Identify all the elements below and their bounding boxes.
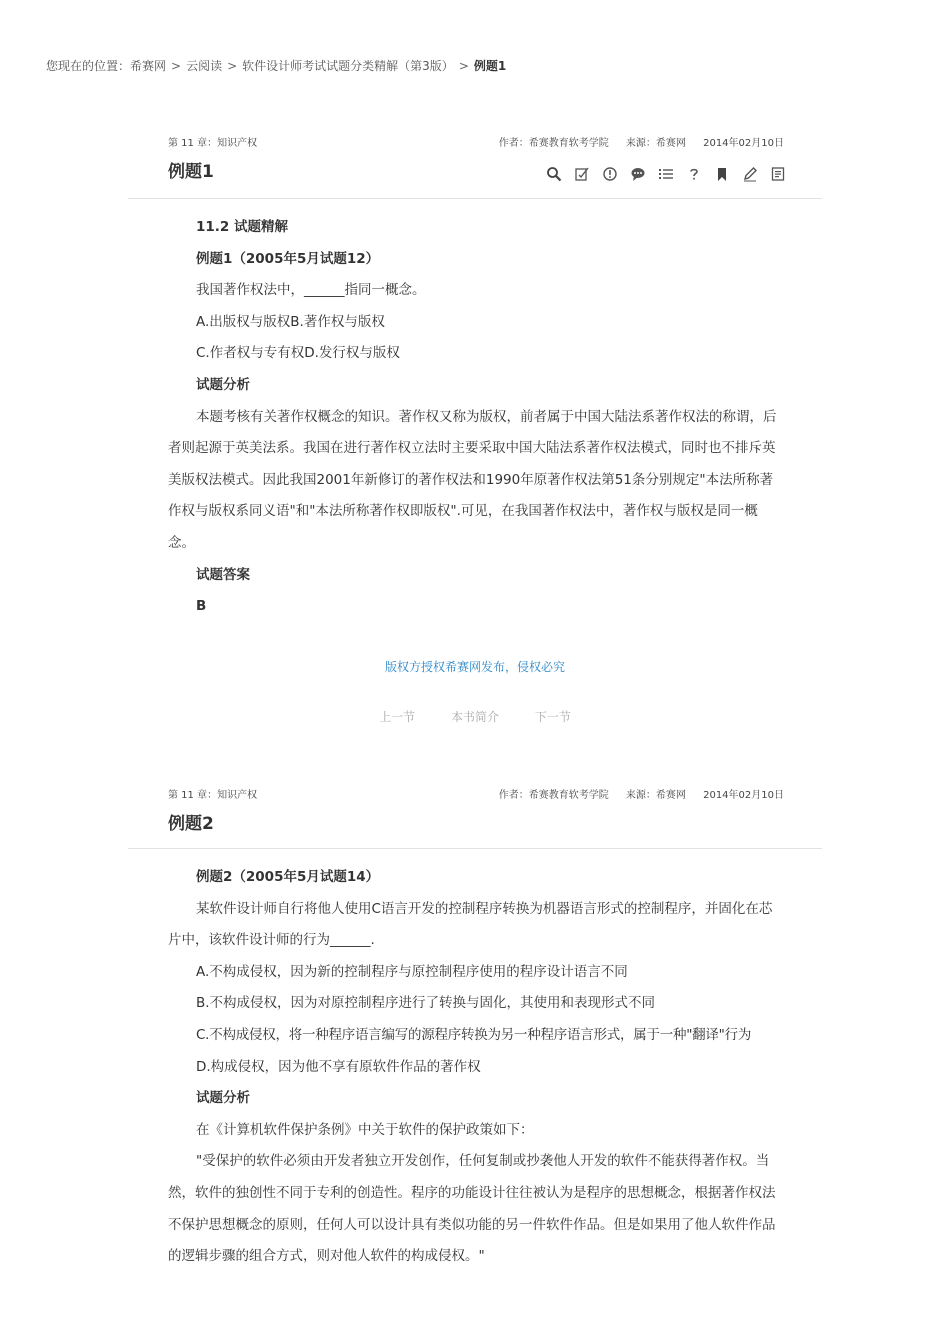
comment-icon[interactable] [628, 164, 648, 184]
article-meta [168, 134, 784, 149]
breadcrumb-separator: > [171, 59, 182, 73]
date-label: 2014年02月10日 [703, 790, 784, 801]
option-cd: C.作者权与专有权D.发行权与版权 [196, 345, 400, 362]
breadcrumb-separator: > [227, 59, 238, 73]
analysis-text: 本题考核有关著作权概念的知识。著作权又称为版权，前者属于中国大陆法系著作权法的称谓，后者则起源于英美法系。我国在进行著作权立法时主要采取中国大陆法系著作权法模式，同时也不排斥英美版权法模式。因此我国2001年新修订的著作权法和1990年原著作权法第51条分别规定"本法所称著作权与版权系同义语"和"本法所称著作权即版权".可见，在我国著作权法中，著作权与版权是同一概念。 [168, 408, 777, 551]
book-intro-link[interactable]: 本书简介 [450, 710, 499, 724]
question-heading: 例题2（2005年5月试题14） [196, 869, 380, 885]
analysis-label: 试题分析 [196, 376, 250, 393]
article-header [168, 786, 784, 834]
source-label: 来源：希赛网 [625, 790, 686, 801]
breadcrumb-link-cloud-reading[interactable]: 云阅读 [186, 59, 223, 73]
option-c: C.不构成侵权，将一种程序语言编写的源程序转换为另一种程序语言形式，属于一种"翻译"行为 [196, 1026, 752, 1043]
search-icon[interactable] [544, 164, 564, 184]
document-icon[interactable] [768, 164, 788, 184]
analysis-label: 试题分析 [196, 1090, 250, 1107]
note-icon[interactable] [572, 164, 592, 184]
date-label: 2014年02月10日 [703, 138, 784, 149]
breadcrumb-separator: > [458, 59, 469, 73]
analysis-intro: 在《计算机软件保护条例》中关于软件的保护政策如下： [196, 1121, 534, 1138]
article-title: 例题1 [168, 162, 214, 182]
option-ab: A.出版权与版权B.著作权与版权 [196, 313, 385, 330]
article-body [168, 862, 784, 1273]
header-divider [128, 198, 822, 199]
breadcrumb-prefix: 您现在的位置： [46, 59, 131, 73]
article-meta [168, 786, 784, 801]
breadcrumb-current: 例题1 [473, 59, 507, 73]
author-label: 作者：希赛教育软考学院 [498, 790, 609, 801]
article-toolbar [544, 164, 796, 184]
question-text: 某软件设计师自行将他人使用C语言开发的控制程序转换为机器语言形式的控制程序，并固化在芯片中，该软件设计师的行为______. [168, 900, 773, 949]
prev-section-link[interactable]: 上一节 [379, 710, 416, 724]
list-icon[interactable] [656, 164, 676, 184]
article-body [168, 212, 784, 623]
answer-text: B [196, 598, 207, 615]
option-a: A.不构成侵权，因为新的控制程序与原控制程序使用的程序设计语言不同 [196, 963, 628, 980]
breadcrumb-link-book[interactable]: 软件设计师考试试题分类精解（第3版） [242, 59, 454, 73]
edit-icon[interactable] [740, 164, 760, 184]
pager [0, 708, 950, 725]
chapter-label: 第 11 章：知识产权 [168, 138, 258, 149]
help-icon[interactable] [684, 164, 704, 184]
section-heading: 11.2 试题精解 [196, 219, 289, 235]
option-d: D.构成侵权，因为他不享有原软件作品的著作权 [196, 1058, 481, 1075]
next-section-link[interactable]: 下一节 [534, 710, 571, 724]
question-text: 我国著作权法中，______指同一概念。 [196, 282, 426, 299]
chapter-label: 第 11 章：知识产权 [168, 790, 258, 801]
author-label: 作者：希赛教育软考学院 [498, 138, 609, 149]
source-label: 来源：希赛网 [625, 138, 686, 149]
breadcrumb-link-xisai[interactable]: 希赛网 [130, 59, 167, 73]
analysis-quote: "受保护的软件必须由开发者独立开发创作，任何复制或抄袭他人开发的软件不能获得著作权。当然，软件的独创性不同于专利的创造性。程序的功能设计往往被认为是程序的思想概念，根据著作权法不保护思想概念的原则，任何人可以设计具有类似功能的另一件软件作品。但是如果用了他人软件作品的逻辑步骤的组合方式，则对他人软件的构成侵权。" [168, 1153, 776, 1265]
copyright-notice: 版权方授权希赛网发布，侵权必究 [384, 660, 565, 674]
error-report-icon[interactable] [600, 164, 620, 184]
answer-label: 试题答案 [196, 566, 250, 583]
option-b: B.不构成侵权，因为对原控制程序进行了转换与固化，其使用和表现形式不同 [196, 995, 656, 1012]
bookmark-icon[interactable] [712, 164, 732, 184]
breadcrumb [46, 57, 506, 74]
header-divider [128, 848, 822, 849]
question-heading: 例题1（2005年5月试题12） [196, 250, 380, 267]
article-title: 例题2 [168, 814, 214, 834]
